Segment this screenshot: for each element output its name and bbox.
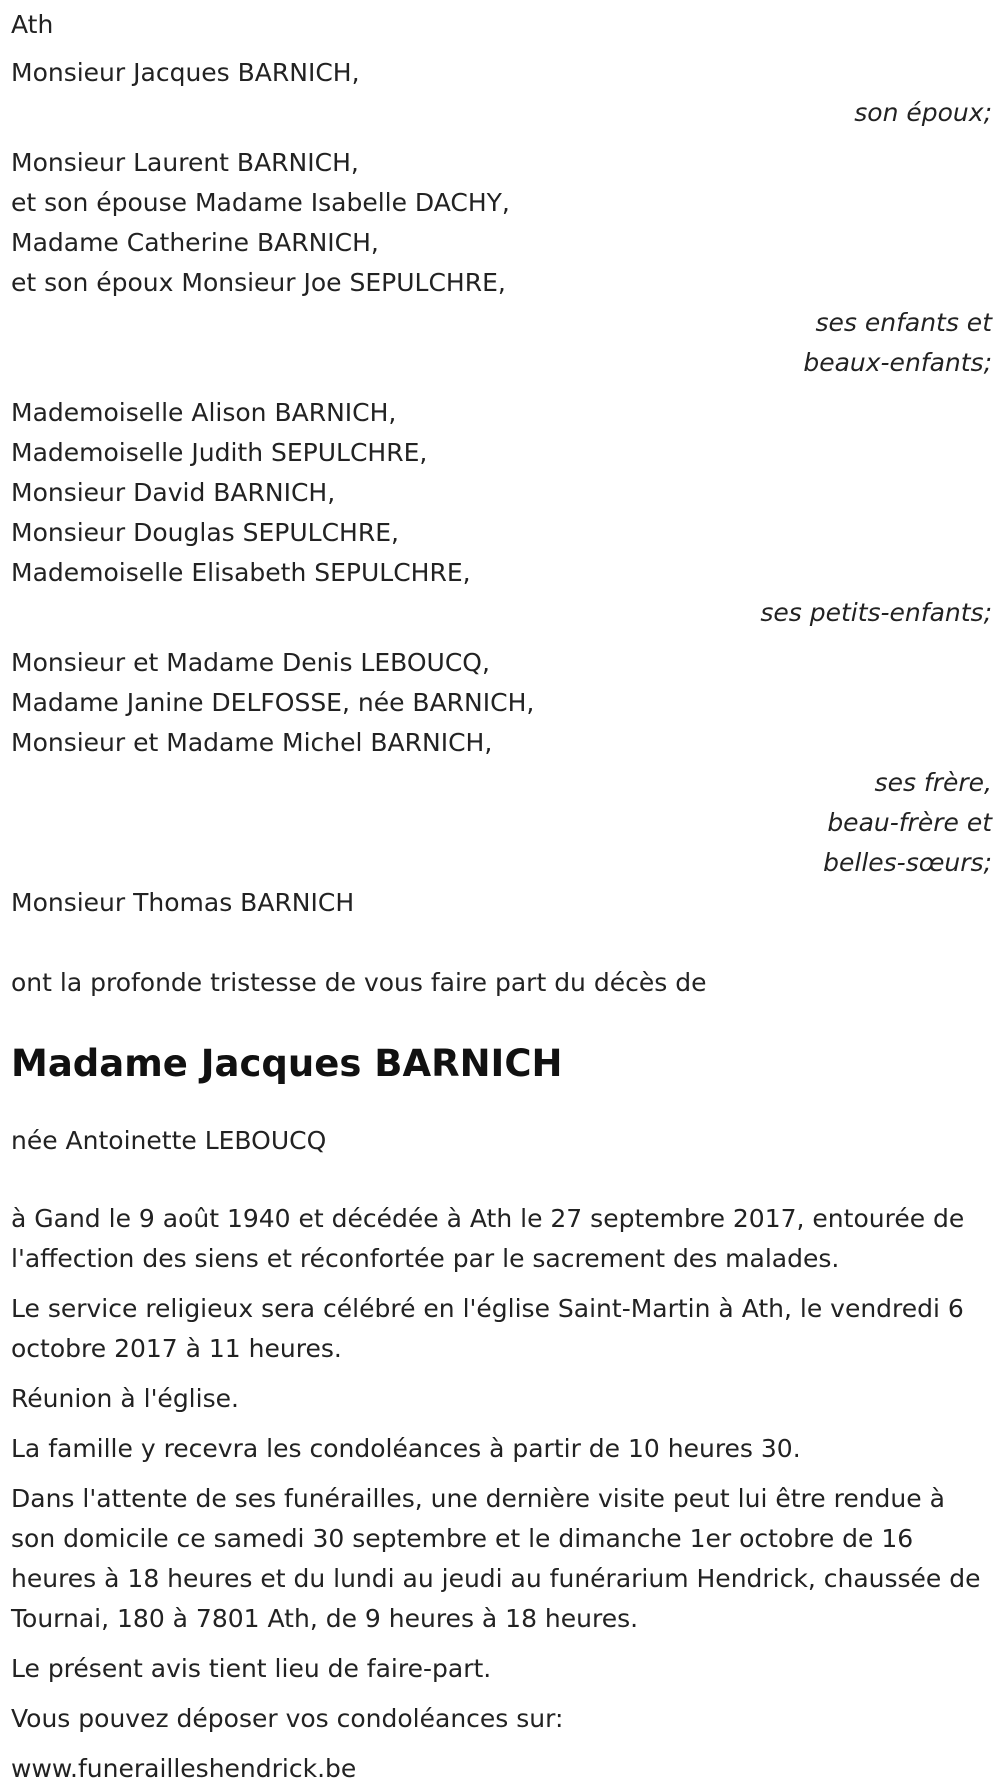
service-paragraph: Le service religieux sera célébré en l'église Saint-Martin à Ath, le vendredi 6 octobre 2017 à 11 heures. [11,1294,964,1363]
location: Ath [11,10,54,39]
relation-label: beau-frère et [827,808,992,837]
family-group-grandchildren [11,393,992,633]
meeting-paragraph: Réunion à l'église. [11,1384,239,1413]
family-member: Mademoiselle Alison BARNICH, [11,398,397,427]
relation-label: ses enfants et [815,308,992,337]
family-group-siblings [11,643,992,883]
family-member: Monsieur Douglas SEPULCHRE, [11,518,399,547]
deceased-name: Madame Jacques BARNICH [11,1042,563,1085]
family-member: Mademoiselle Elisabeth SEPULCHRE, [11,558,471,587]
birth-name: née Antoinette LEBOUCQ [11,1126,327,1155]
family-member: Madame Catherine BARNICH, [11,228,379,257]
website-link[interactable]: www.funerailleshendrick.be [11,1754,357,1783]
family-member: et son épouse Madame Isabelle DACHY, [11,188,510,217]
family-member: Monsieur David BARNICH, [11,478,336,507]
condolences-paragraph: Vous pouvez déposer vos condoléances sur: [11,1704,564,1733]
family-member-last: Monsieur Thomas BARNICH [11,888,355,917]
relation-label: son époux; [854,98,992,127]
obituary-notice [11,0,992,1789]
family-member: Monsieur Laurent BARNICH, [11,148,359,177]
relation-label: beaux-enfants; [803,348,992,377]
family-group-children [11,143,992,383]
family-member: Mademoiselle Judith SEPULCHRE, [11,438,428,467]
relation-label: belles-sœurs; [823,848,992,877]
family-member: Monsieur Jacques BARNICH, [11,58,360,87]
birth-death-paragraph: à Gand le 9 août 1940 et décédée à Ath le 27 septembre 2017, entourée de l'affection des siens et réconfortée par le sacrement des malades. [11,1204,965,1273]
announcement-text: ont la profonde tristesse de vous faire part du décès de [11,968,707,997]
family-member: Monsieur et Madame Denis LEBOUCQ, [11,648,490,677]
family-member: Monsieur et Madame Michel BARNICH, [11,728,493,757]
notice-paragraph: Le présent avis tient lieu de faire-part. [11,1654,492,1683]
family-member: Madame Janine DELFOSSE, née BARNICH, [11,688,535,717]
relation-label: ses frère, [874,768,992,797]
family-group-spouse [11,53,992,133]
visit-paragraph: Dans l'attente de ses funérailles, une dernière visite peut lui être rendue à son domicile ce samedi 30 septembre et le dimanche 1er octobre de 16 heures à 18 heures et du lundi au jeudi au funérarium Hendrick, chaussée de Tournai, 180 à 7801 Ath, de 9 heures à 18 heures. [11,1484,981,1633]
family-member: et son époux Monsieur Joe SEPULCHRE, [11,268,506,297]
relation-label: ses petits-enfants; [760,598,992,627]
condolences-time-paragraph: La famille y recevra les condoléances à partir de 10 heures 30. [11,1434,801,1463]
